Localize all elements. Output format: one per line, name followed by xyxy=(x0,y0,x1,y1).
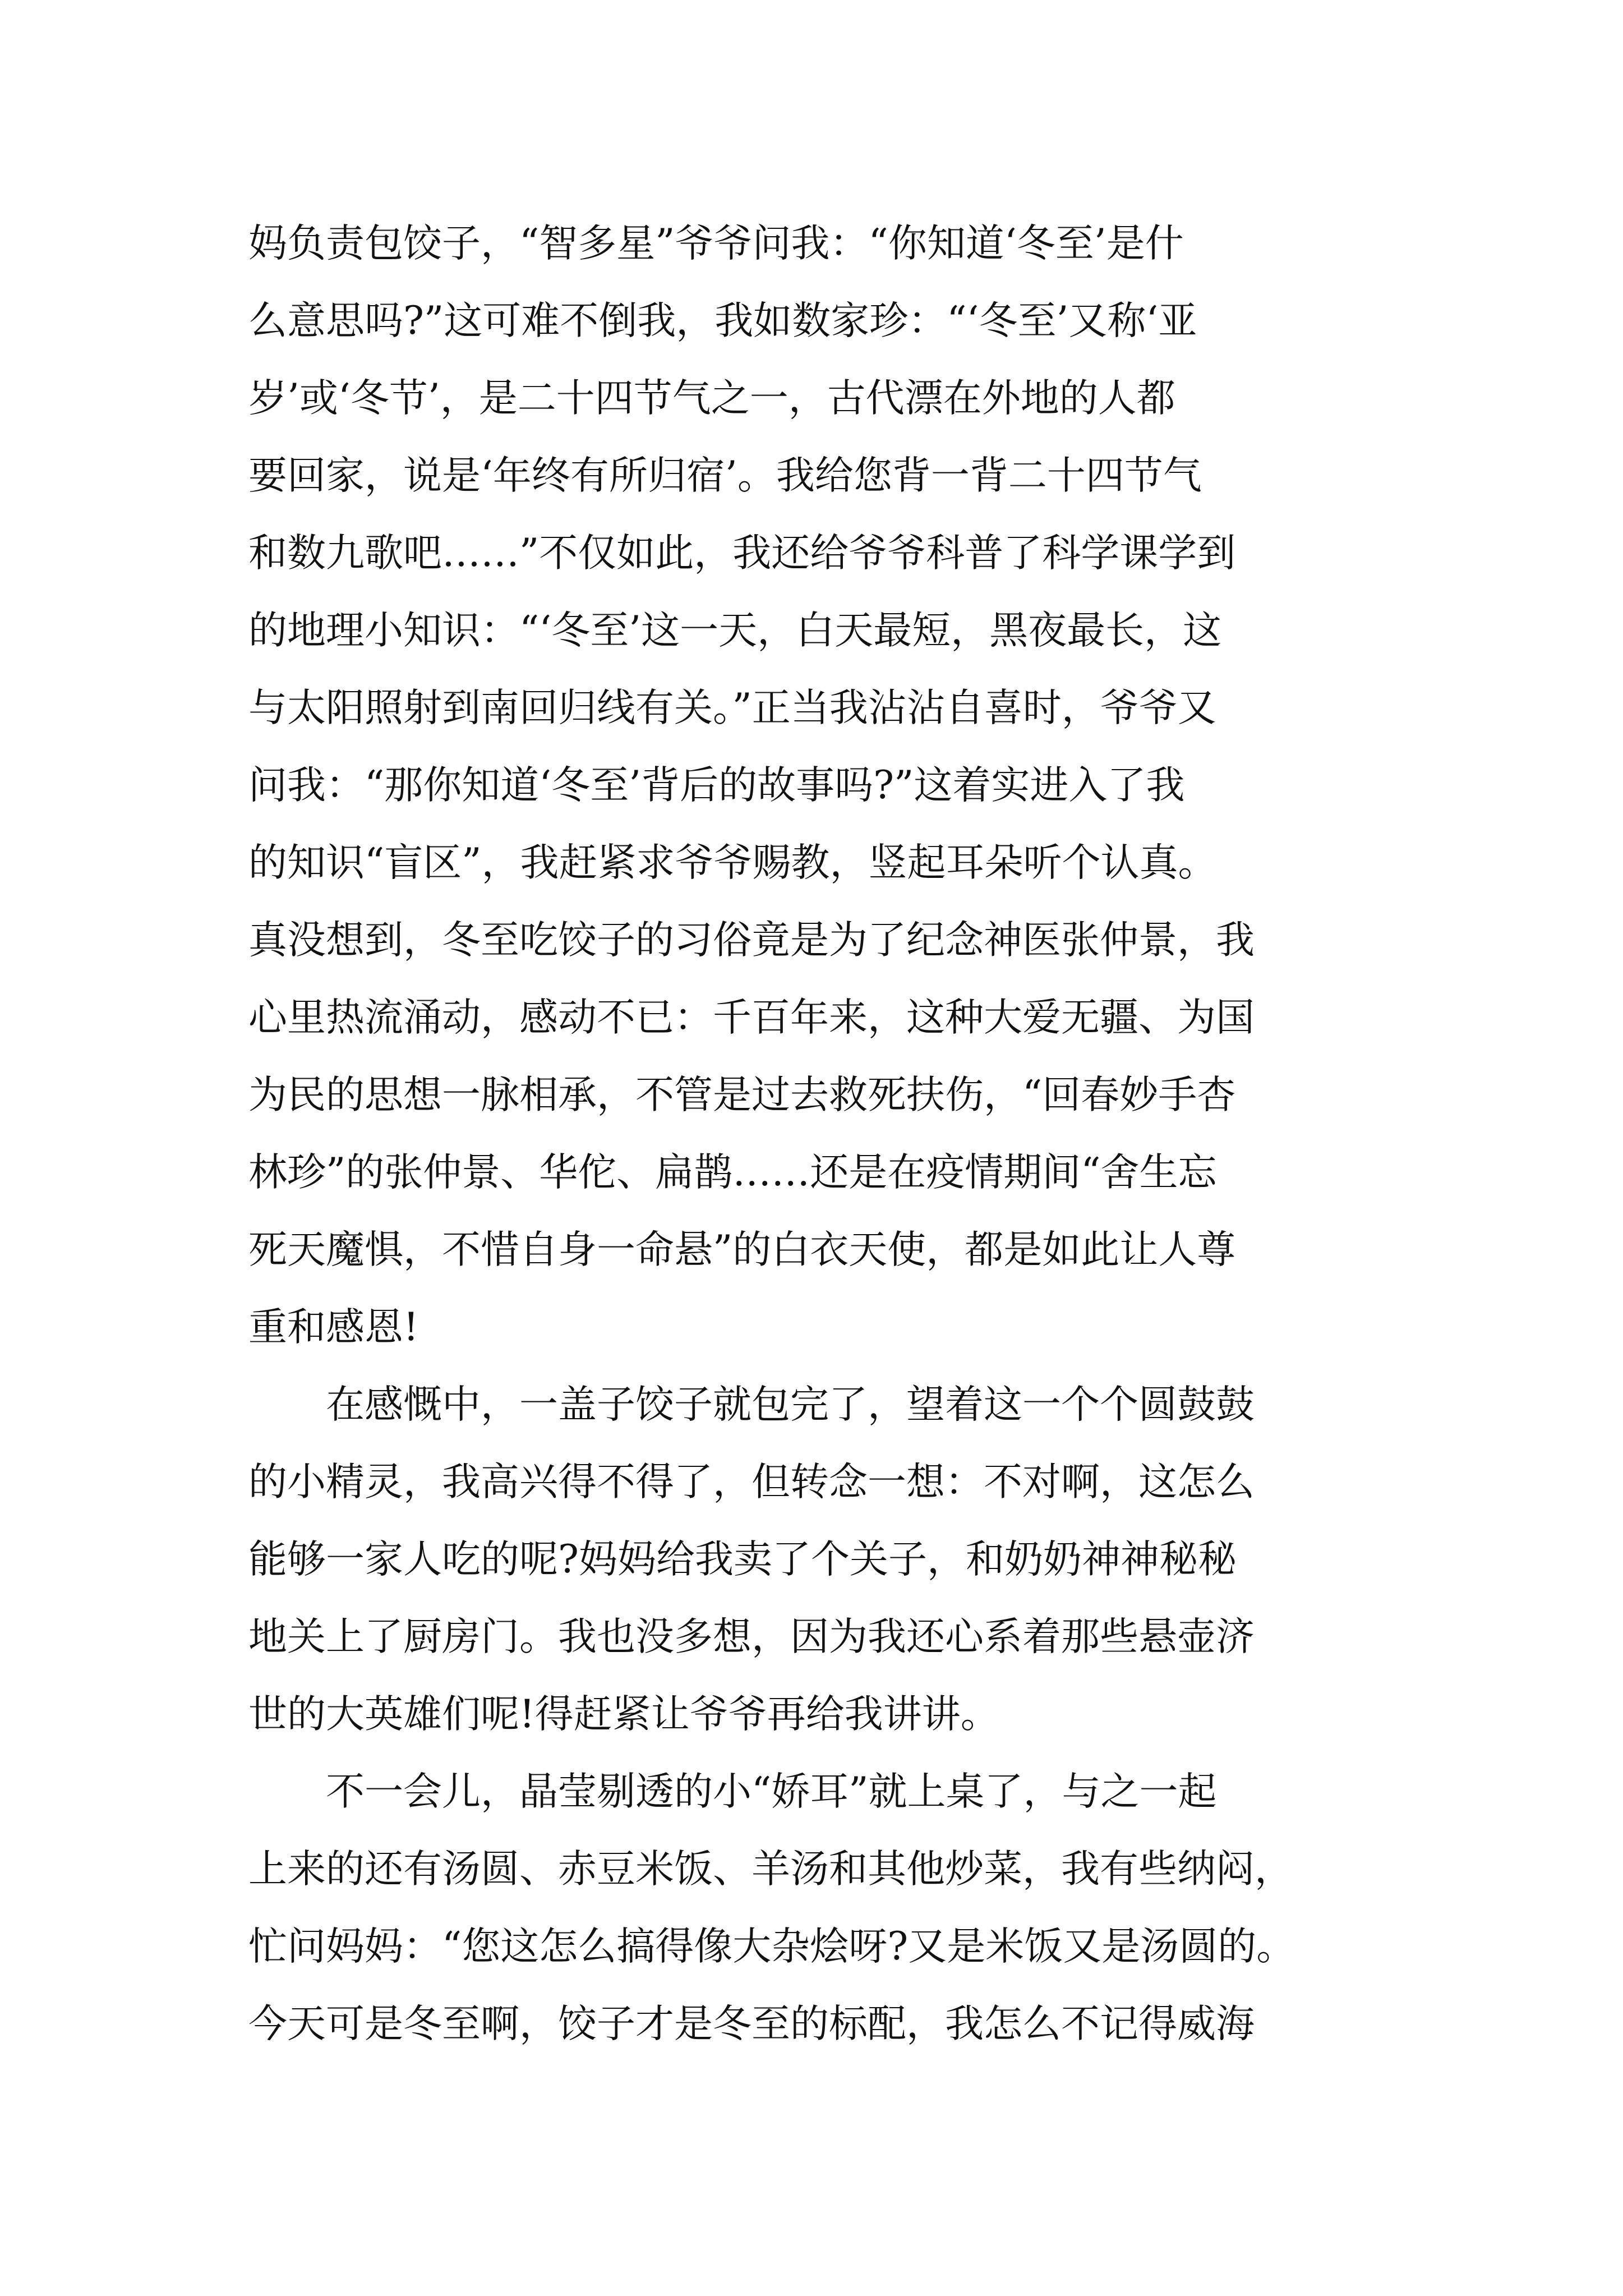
text-line: 能够一家人吃的呢?妈妈给我卖了个关子，和奶奶神神秘秘 xyxy=(248,1537,1237,1582)
text-line: 和数九歌吧……”不仅如此，我还给爷爷科普了科学课学到 xyxy=(248,531,1236,576)
text-line: 上来的还有汤圆、赤豆米饭、羊汤和其他炒菜，我有些纳闷， xyxy=(248,1847,1293,1892)
text-line: 的小精灵，我高兴得不得了，但转念一想：不对啊，这怎么 xyxy=(248,1460,1255,1504)
text-line: 妈负责包饺子，“智多星”爷爷问我：“你知道‘冬至’是什 xyxy=(248,221,1184,266)
text-line: 今天可是冬至啊，饺子才是冬至的标配，我怎么不记得威海 xyxy=(248,2001,1255,2046)
text-line: 与太阳照射到南回归线有关。”正当我沾沾自喜时，爷爷又 xyxy=(248,685,1216,730)
text-line: 真没想到，冬至吃饺子的习俗竟是为了纪念神医张仲景，我 xyxy=(248,918,1255,963)
text-line: 忙问妈妈：“您这怎么搞得像大杂烩呀?又是米饭又是汤圆的。 xyxy=(248,1924,1295,1969)
text-line: 死天魔惧，不惜自身一命悬”的白衣天使，都是如此让人尊 xyxy=(248,1227,1236,1272)
text-line: 重和感恩! xyxy=(248,1305,419,1350)
text-line: 么意思吗?”这可难不倒我，我如数家珍：“‘冬至’又称‘亚 xyxy=(248,298,1197,343)
document-body xyxy=(248,205,1387,2063)
text-line: 的地理小知识：“‘冬至’这一天，白天最短，黑夜最长，这 xyxy=(248,608,1222,653)
text-line: 地关上了厨房门。我也没多想，因为我还心系着那些悬壶济 xyxy=(248,1614,1255,1659)
text-line: 心里热流涌动，感动不已：千百年来，这种大爱无疆、为国 xyxy=(248,995,1255,1040)
text-line: 要回家，说是‘年终有所归宿’。我给您背一背二十四节气 xyxy=(248,453,1202,498)
paragraph-first-line: 在感慨中，一盖子饺子就包完了，望着这一个个圆鼓鼓 xyxy=(326,1382,1255,1427)
text-line: 问我：“那你知道‘冬至’背后的故事吗?”这着实进入了我 xyxy=(248,763,1185,808)
text-line: 岁’或‘冬节’，是二十四节气之一，古代漂在外地的人都 xyxy=(248,376,1175,421)
paragraph-first-line: 不一会儿，晶莹剔透的小“娇耳”就上桌了，与之一起 xyxy=(326,1769,1217,1814)
text-line: 为民的思想一脉相承，不管是过去救死扶伤，“回春妙手杏 xyxy=(248,1073,1236,1117)
text-line: 世的大英雄们呢!得赶紧让爷爷再给我讲讲。 xyxy=(248,1692,999,1737)
text-line: 的知识“盲区”，我赶紧求爷爷赐教，竖起耳朵听个认真。 xyxy=(248,840,1217,885)
text-line: 林珍”的张仲景、华佗、扁鹊……还是在疫情期间“舍生忘 xyxy=(248,1150,1217,1195)
